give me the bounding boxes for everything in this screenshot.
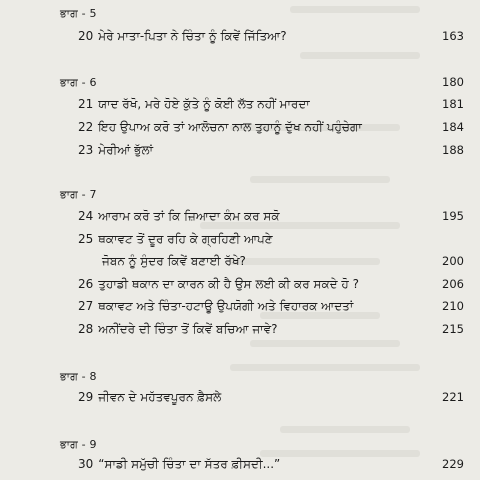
toc-entry-title: ਜੋਬਨ ਨੂੰ ਸੁੰਦਰ ਕਿਵੇਂ ਬਣਾਈ ਰੱਖੇ?	[102, 254, 246, 268]
toc-entry[interactable]	[78, 208, 464, 224]
chapter-number: 23	[78, 143, 94, 157]
toc-entry[interactable]	[78, 96, 464, 112]
toc-entry[interactable]	[78, 231, 464, 247]
toc-entry[interactable]	[78, 389, 464, 405]
page-number: 200	[442, 254, 464, 268]
part-heading: ਭਾਗ - 9	[60, 438, 97, 451]
chapter-number: 22	[78, 120, 94, 134]
toc-entry[interactable]	[78, 276, 464, 292]
part-heading: ਭਾਗ - 7	[60, 188, 97, 201]
page-number: 221	[442, 390, 464, 404]
toc-entry-title: 30 “ਸਾਡੀ ਸਮੁੱਚੀ ਚਿੰਤਾ ਦਾ ਸੱਤਰ ਫ਼ੀਸਦੀ...”	[78, 457, 281, 471]
page-number: 184	[442, 120, 464, 134]
part-heading: ਭਾਗ - 6	[60, 76, 97, 89]
chapter-number: 24	[78, 209, 94, 223]
toc-entry-title: 25 ਥਕਾਵਟ ਤੋਂ ਦੂਰ ਰਹਿ ਕੇ ਗ੍ਰਹਿਣੀ ਆਪਣੇ	[78, 232, 273, 246]
chapter-number: 20	[78, 29, 94, 43]
chapter-number: 26	[78, 277, 94, 291]
chapter-number: 25	[78, 232, 94, 246]
page-number: 163	[442, 29, 464, 43]
chapter-number: 30	[78, 457, 94, 471]
toc-entry[interactable]	[78, 142, 464, 158]
page-number: 188	[442, 143, 464, 157]
part-heading: ਭਾਗ - 8	[60, 370, 97, 383]
chapter-number: 21	[78, 97, 94, 111]
toc-entry-continuation[interactable]	[102, 253, 464, 269]
toc-entry-title: 27 ਥਕਾਵਟ ਅਤੇ ਚਿੰਤਾ-ਹਟਾਊ ਉਪਯੋਗੀ ਅਤੇ ਵਿਹਾਰਕ ਆਦਤਾਂ	[78, 299, 354, 313]
page-number: 180	[442, 75, 464, 89]
toc-entry-title: 20 ਮੇਰੇ ਮਾਤਾ-ਪਿਤਾ ਨੇ ਚਿੰਤਾ ਨੂੰ ਕਿਵੇਂ ਜਿੱਤਿਆ?	[78, 29, 287, 43]
toc-entry-title: 23 ਮੇਰੀਆਂ ਭੁੱਲਾਂ	[78, 143, 154, 157]
toc-entry-title: 24 ਆਰਾਮ ਕਰੋ ਤਾਂ ਕਿ ਜ਼ਿਆਦਾ ਕੰਮ ਕਰ ਸਕੋ	[78, 209, 280, 223]
toc-entry[interactable]	[78, 321, 464, 337]
page-number: 210	[442, 299, 464, 313]
toc-entry[interactable]	[78, 119, 464, 135]
page-number: 215	[442, 322, 464, 336]
chapter-number: 27	[78, 299, 94, 313]
toc-entry[interactable]	[78, 456, 464, 472]
toc-entry[interactable]	[78, 28, 464, 44]
part-heading: ਭਾਗ - 5	[60, 7, 97, 20]
page-number: 181	[442, 97, 464, 111]
page-number: 195	[442, 209, 464, 223]
chapter-number: 28	[78, 322, 94, 336]
toc-entry-title: 21 ਯਾਦ ਰੱਖੋ, ਮਰੇ ਹੋਏ ਕੁੱਤੇ ਨੂੰ ਕੋਈ ਲੱਤ ਨਹੀਂ ਮਾਰਦਾ	[78, 97, 310, 111]
page-number: 229	[442, 457, 464, 471]
page-number: 206	[442, 277, 464, 291]
toc-entry-title: 28 ਅਨੀਂਦਰੇ ਦੀ ਚਿੰਤਾ ਤੋਂ ਕਿਵੇਂ ਬਚਿਆ ਜਾਵੇ?	[78, 322, 278, 336]
toc-entry-title: 29 ਜੀਵਨ ਦੇ ਮਹੱਤਵਪੂਰਨ ਫ਼ੈਸਲੇ	[78, 390, 222, 404]
toc-entry-title: 26 ਤੁਹਾਡੀ ਥਕਾਨ ਦਾ ਕਾਰਨ ਕੀ ਹੈ ਉਸ ਲਈ ਕੀ ਕਰ ਸਕਦੇ ਹੋ ?	[78, 277, 359, 291]
chapter-number: 29	[78, 390, 94, 404]
part-page	[424, 74, 464, 90]
toc-entry-title: 22 ਇਹ ਉਪਾਅ ਕਰੋ ਤਾਂ ਆਲੋਚਨਾ ਨਾਲ ਤੁਹਾਨੂੰ ਦੁੱਖ ਨਹੀਂ ਪਹੁੰਚੇਗਾ	[78, 120, 362, 134]
toc-entry[interactable]	[78, 298, 464, 314]
